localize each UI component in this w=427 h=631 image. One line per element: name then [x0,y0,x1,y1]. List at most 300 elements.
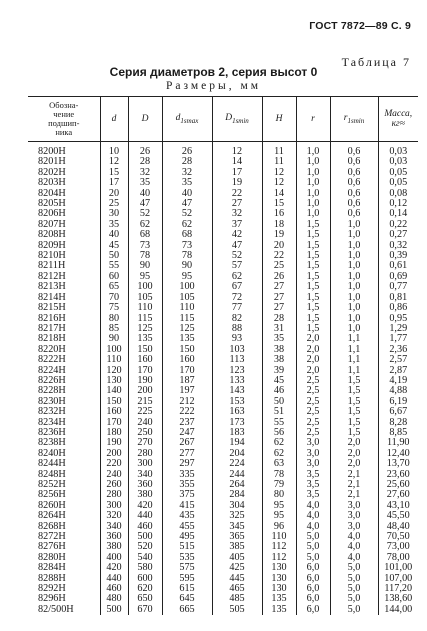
cell-mass: 0,27 [378,230,418,240]
cell-designation: 8268H [38,520,66,532]
cell-d1smax: 297 [162,459,212,469]
cell-mass: 1,77 [378,334,418,344]
cell-r: 1,0 [296,189,330,199]
cell-d1smax: 187 [162,376,212,386]
cell-r: 5,0 [296,532,330,542]
cell-r: 1,0 [296,157,330,167]
cell-mass: 4,19 [378,376,418,386]
cell-d: 140 [100,386,128,396]
cell-mass: 23,60 [378,470,418,480]
cell-r: 2,5 [296,376,330,386]
cell-d: 10 [100,142,128,158]
cell-D: 35 [128,178,162,188]
cell-d1smax: 26 [162,142,212,158]
table-row [28,605,418,615]
cell-designation: 8264H [38,510,66,522]
cell-H: 14 [262,189,296,199]
cell-r1smin: 4,0 [330,532,378,542]
cell-D: 100 [128,282,162,292]
cell-r1smin: 1,0 [330,272,378,282]
cell-d: 70 [100,293,128,303]
table-row [28,303,418,313]
cell-r: 4,0 [296,522,330,532]
cell-D: 240 [128,418,162,428]
cell-d: 12 [100,157,128,167]
cell-mass: 2,57 [378,355,418,365]
cell-d: 460 [100,584,128,594]
cell-d: 20 [100,189,128,199]
cell-designation: 8200H [38,146,66,157]
cell-d1smax: 615 [162,584,212,594]
cell-r1smin: 0,6 [330,157,378,167]
cell-r1smin: 5,0 [330,574,378,584]
cell-r: 1,0 [296,209,330,219]
cell-mass: 117,20 [378,584,418,594]
cell-D: 460 [128,522,162,532]
cell-D1smin: 113 [212,355,262,365]
cell-d1smax: 197 [162,386,212,396]
cell-d: 130 [100,376,128,386]
cell-d1smax: 170 [162,366,212,376]
cell-H: 130 [262,584,296,594]
cell-D: 105 [128,293,162,303]
cell-mass: 6,67 [378,407,418,417]
cell-d1smax: 237 [162,418,212,428]
cell-r: 3,0 [296,449,330,459]
cell-D1smin: 465 [212,584,262,594]
cell-D1smin: 485 [212,594,262,604]
cell-D1smin: 103 [212,345,262,355]
dimensions-table [28,96,418,615]
cell-d: 340 [100,522,128,532]
table-row [28,407,418,417]
cell-d1smax: 455 [162,522,212,532]
cell-D1smin: 244 [212,470,262,480]
cell-mass: 13,70 [378,459,418,469]
cell-r: 6,0 [296,584,330,594]
cell-d1smax: 62 [162,220,212,230]
cell-D: 440 [128,511,162,521]
cell-D: 380 [128,490,162,500]
cell-H: 26 [262,272,296,282]
cell-H: 112 [262,542,296,552]
cell-r: 6,0 [296,605,330,615]
cell-r1smin: 2,1 [330,470,378,480]
cell-H: 11 [262,157,296,167]
cell-D: 28 [128,157,162,167]
cell-mass: 0,32 [378,241,418,251]
cell-d1smax: 100 [162,282,212,292]
table-subtitle: Размеры, мм [165,80,262,92]
cell-d: 200 [100,449,128,459]
cell-r: 2,0 [296,345,330,355]
cell-r: 6,0 [296,594,330,604]
cell-r: 1,0 [296,178,330,188]
cell-D: 420 [128,501,162,511]
cell-D: 670 [128,605,162,615]
cell-mass: 0,61 [378,261,418,271]
cell-d1smax: 125 [162,324,212,334]
cell-r1smin: 1,5 [330,376,378,386]
cell-mass: 78,00 [378,553,418,563]
cell-mass: 0,81 [378,293,418,303]
cell-H: 62 [262,449,296,459]
cell-designation: 8210H [38,250,66,262]
cell-d: 120 [100,366,128,376]
cell-designation: 8207H [38,218,66,230]
cell-d: 90 [100,334,128,344]
cell-D1smin: 345 [212,522,262,532]
cell-D1smin: 163 [212,407,262,417]
cell-d: 65 [100,282,128,292]
cell-d: 380 [100,542,128,552]
cell-D: 47 [128,199,162,209]
header-mass: Масса, кг≈ [378,97,418,142]
cell-D1smin: 52 [212,251,262,261]
cell-designation: 8292H [38,583,66,595]
cell-r: 2,5 [296,386,330,396]
cell-mass: 25,60 [378,480,418,490]
cell-d: 480 [100,594,128,604]
cell-d: 440 [100,574,128,584]
cell-D1smin: 123 [212,366,262,376]
cell-mass: 27,60 [378,490,418,500]
cell-D1smin: 12 [212,142,262,158]
cell-designation: 8272H [38,531,66,543]
cell-r: 1,5 [296,241,330,251]
cell-r: 5,0 [296,553,330,563]
cell-designation: 8240H [38,447,66,459]
cell-D: 270 [128,438,162,448]
cell-designation: 8244H [38,458,66,470]
cell-d: 75 [100,303,128,313]
cell-D: 78 [128,251,162,261]
cell-D1smin: 445 [212,574,262,584]
cell-designation: 8224H [38,364,66,376]
cell-D1smin: 133 [212,376,262,386]
cell-r1smin: 4,0 [330,553,378,563]
cell-r1smin: 3,0 [330,501,378,511]
cell-d1smax: 535 [162,553,212,563]
cell-d1smax: 95 [162,272,212,282]
cell-r: 3,0 [296,459,330,469]
cell-D1smin: 325 [212,511,262,521]
cell-r1smin: 2,0 [330,449,378,459]
cell-d1smax: 435 [162,511,212,521]
cell-D1smin: 143 [212,386,262,396]
cell-r: 1,5 [296,272,330,282]
cell-r1smin: 5,0 [330,563,378,573]
cell-d1smax: 515 [162,542,212,552]
cell-mass: 0,95 [378,314,418,324]
cell-mass: 0,12 [378,199,418,209]
cell-d1smax: 645 [162,594,212,604]
cell-mass: 4,88 [378,386,418,396]
cell-mass: 45,50 [378,511,418,521]
cell-mass: 0,86 [378,303,418,313]
cell-r1smin: 5,0 [330,584,378,594]
cell-H: 27 [262,282,296,292]
cell-H: 55 [262,418,296,428]
cell-r: 2,5 [296,397,330,407]
cell-r: 1,0 [296,142,330,158]
cell-d: 100 [100,345,128,355]
cell-D: 650 [128,594,162,604]
cell-H: 135 [262,594,296,604]
cell-r: 2,0 [296,366,330,376]
header-r: r [296,97,330,142]
cell-designation: 82/500H [38,603,74,615]
cell-H: 27 [262,303,296,313]
cell-D1smin: 57 [212,261,262,271]
cell-mass: 0,14 [378,209,418,219]
cell-D: 115 [128,314,162,324]
cell-r1smin: 1,1 [330,355,378,365]
cell-mass: 8,28 [378,418,418,428]
cell-D: 52 [128,209,162,219]
cell-r1smin: 1,0 [330,282,378,292]
cell-designation: 8236H [38,426,66,438]
cell-H: 130 [262,574,296,584]
cell-H: 12 [262,168,296,178]
cell-H: 112 [262,553,296,563]
cell-r1smin: 1,0 [330,220,378,230]
cell-d1smax: 575 [162,563,212,573]
cell-designation: 8284H [38,562,66,574]
cell-mass: 0,03 [378,142,418,158]
cell-D: 125 [128,324,162,334]
cell-r: 4,0 [296,511,330,521]
cell-d: 300 [100,501,128,511]
cell-mass: 0,69 [378,272,418,282]
cell-mass: 0,22 [378,220,418,230]
cell-d: 110 [100,355,128,365]
cell-mass: 8,85 [378,428,418,438]
cell-D1smin: 88 [212,324,262,334]
cell-D1smin: 183 [212,428,262,438]
cell-d: 150 [100,397,128,407]
cell-designation: 8218H [38,333,66,345]
cell-D1smin: 27 [212,199,262,209]
cell-d1smax: 595 [162,574,212,584]
cell-D1smin: 264 [212,480,262,490]
cell-d1smax: 28 [162,157,212,167]
cell-designation: 8213H [38,281,66,293]
cell-d1smax: 73 [162,241,212,251]
cell-r: 1,5 [296,282,330,292]
cell-designation: 8216H [38,312,66,324]
cell-d: 60 [100,272,128,282]
cell-D1smin: 19 [212,178,262,188]
cell-r1smin: 1,1 [330,345,378,355]
cell-designation: 8201H [38,156,66,168]
cell-designation: 8280H [38,551,66,563]
cell-designation: 8230H [38,395,66,407]
cell-r1smin: 1,0 [330,303,378,313]
cell-d: 260 [100,480,128,490]
cell-D: 170 [128,366,162,376]
cell-H: 20 [262,241,296,251]
cell-d1smax: 267 [162,438,212,448]
cell-r: 1,5 [296,314,330,324]
cell-r1smin: 1,5 [330,397,378,407]
cell-H: 19 [262,230,296,240]
cell-H: 46 [262,386,296,396]
cell-d: 45 [100,241,128,251]
cell-designation: 8205H [38,198,66,210]
cell-d1smax: 68 [162,230,212,240]
cell-D1smin: 82 [212,314,262,324]
cell-H: 110 [262,532,296,542]
cell-H: 28 [262,314,296,324]
cell-d: 190 [100,438,128,448]
cell-H: 51 [262,407,296,417]
cell-d: 50 [100,251,128,261]
cell-D: 68 [128,230,162,240]
cell-r1smin: 2,1 [330,490,378,500]
cell-d: 15 [100,168,128,178]
cell-r: 1,5 [296,251,330,261]
cell-D: 215 [128,397,162,407]
cell-mass: 138,60 [378,594,418,604]
cell-D: 500 [128,532,162,542]
cell-r1smin: 0,6 [330,199,378,209]
cell-D1smin: 194 [212,438,262,448]
cell-designation: 8238H [38,437,66,449]
cell-d1smax: 78 [162,251,212,261]
cell-r: 2,5 [296,428,330,438]
cell-r: 2,0 [296,334,330,344]
table-title: Серия диаметров 2, серия высот 0 [109,65,318,79]
cell-H: 96 [262,522,296,532]
header-d: d [100,97,128,142]
cell-D1smin: 505 [212,605,262,615]
cell-H: 12 [262,178,296,188]
cell-designation: 8248H [38,468,66,480]
cell-mass: 73,00 [378,542,418,552]
cell-D: 200 [128,386,162,396]
cell-r1smin: 1,0 [330,230,378,240]
cell-r1smin: 1,0 [330,241,378,251]
cell-H: 38 [262,355,296,365]
cell-D1smin: 365 [212,532,262,542]
cell-r: 5,0 [296,542,330,552]
cell-r1smin: 0,6 [330,178,378,188]
cell-designation: 8217H [38,322,66,334]
cell-D1smin: 93 [212,334,262,344]
cell-D: 520 [128,542,162,552]
cell-mass: 0,03 [378,157,418,167]
cell-designation: 8256H [38,489,66,501]
cell-d1smax: 150 [162,345,212,355]
cell-d: 360 [100,532,128,542]
cell-mass: 6,19 [378,397,418,407]
cell-D: 190 [128,376,162,386]
cell-mass: 107,00 [378,574,418,584]
cell-D1smin: 425 [212,563,262,573]
cell-mass: 0,05 [378,168,418,178]
cell-r1smin: 1,5 [330,428,378,438]
cell-r: 3,5 [296,470,330,480]
cell-mass: 144,00 [378,605,418,615]
cell-D1smin: 67 [212,282,262,292]
cell-H: 78 [262,470,296,480]
table-header-row [28,97,418,142]
cell-H: 45 [262,376,296,386]
cell-mass: 2,87 [378,366,418,376]
cell-D1smin: 385 [212,542,262,552]
cell-D1smin: 72 [212,293,262,303]
cell-D1smin: 22 [212,189,262,199]
cell-D1smin: 173 [212,418,262,428]
cell-mass: 2,36 [378,345,418,355]
cell-mass: 11,90 [378,438,418,448]
cell-H: 35 [262,334,296,344]
cell-r1smin: 5,0 [330,594,378,604]
cell-r: 3,0 [296,438,330,448]
cell-d: 220 [100,459,128,469]
cell-H: 95 [262,501,296,511]
cell-d1smax: 40 [162,189,212,199]
cell-d: 280 [100,490,128,500]
cell-r: 3,5 [296,480,330,490]
cell-D: 300 [128,459,162,469]
cell-D: 620 [128,584,162,594]
cell-mass: 0,08 [378,189,418,199]
cell-r: 1,5 [296,324,330,334]
table-label: Таблица 7 [341,55,411,69]
header-d1smax: $d_{1smax}$ [162,97,212,142]
cell-r: 1,5 [296,220,330,230]
cell-mass: 0,05 [378,178,418,188]
cell-designation: 8214H [38,291,66,303]
cell-r1smin: 2,0 [330,459,378,469]
cell-mass: 12,40 [378,449,418,459]
cell-d: 30 [100,209,128,219]
cell-H: 80 [262,490,296,500]
cell-r1smin: 1,5 [330,407,378,417]
cell-d: 420 [100,563,128,573]
cell-H: 79 [262,480,296,490]
cell-r1smin: 1,5 [330,418,378,428]
cell-d: 170 [100,418,128,428]
cell-H: 18 [262,220,296,230]
header-designation: Обозна- чение подшип- ника [28,97,100,142]
cell-d: 400 [100,553,128,563]
cell-d1smax: 135 [162,334,212,344]
cell-D1smin: 284 [212,490,262,500]
cell-r1smin: 1,0 [330,261,378,271]
cell-r: 1,5 [296,303,330,313]
cell-d1smax: 115 [162,314,212,324]
cell-d1smax: 665 [162,605,212,615]
cell-r1smin: 0,6 [330,142,378,158]
cell-H: 38 [262,345,296,355]
cell-designation: 8226H [38,374,66,386]
cell-designation: 8212H [38,270,66,282]
cell-H: 62 [262,438,296,448]
cell-D: 250 [128,428,162,438]
cell-H: 27 [262,293,296,303]
cell-d: 17 [100,178,128,188]
cell-D: 225 [128,407,162,417]
cell-D1smin: 47 [212,241,262,251]
cell-d1smax: 222 [162,407,212,417]
cell-mass: 48,40 [378,522,418,532]
cell-mass: 1,29 [378,324,418,334]
cell-designation: 8232H [38,406,66,418]
cell-r1smin: 3,0 [330,522,378,532]
